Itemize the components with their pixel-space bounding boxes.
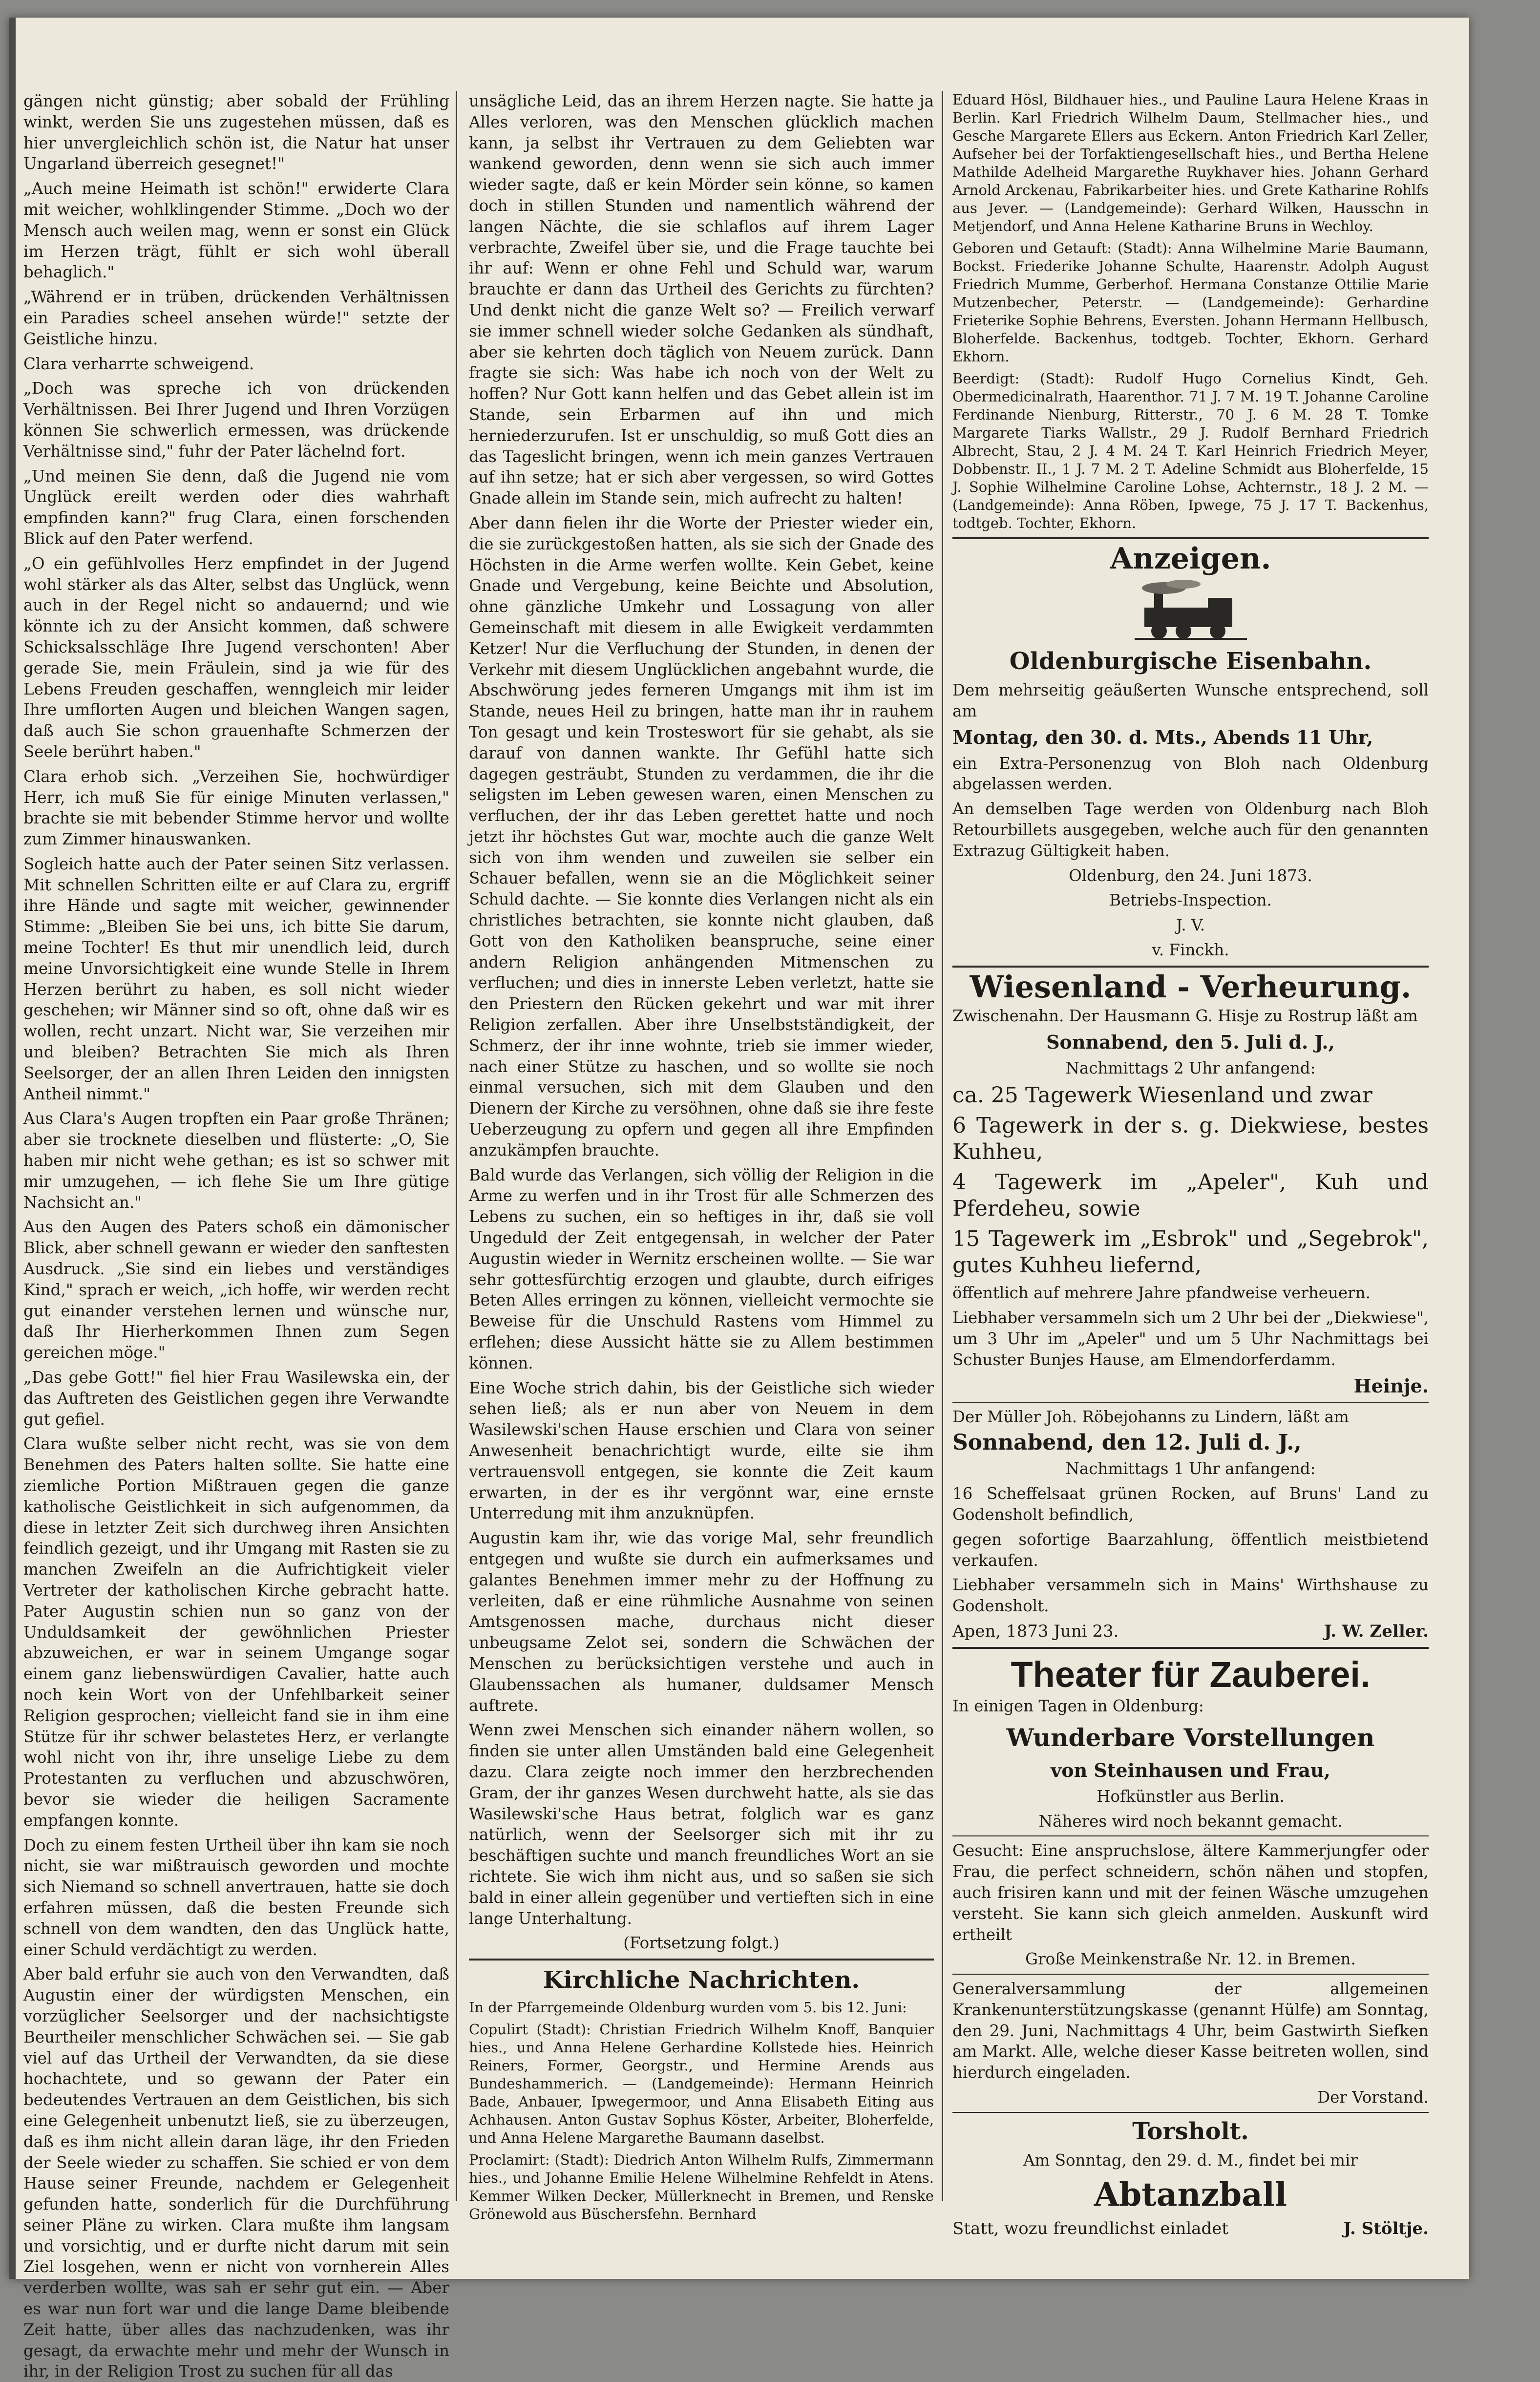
theatre-by2: Hofkünstler aus Berlin. [1097, 1787, 1285, 1806]
paragraph: „Und meinen Sie denn, daß die Jugend nie vom Unglück ereilt werden oder dies wahrhaft empfinden kann?" frug Clara, einen forschenden Blick auf den Pater werfend. [23, 466, 449, 548]
general-text: Generalversammlung der allgemeinen Krankenunterstützungskasse (genannt Hülfe) am Sonntag, den 29. Juni, Nachmittags 4 Uhr, beim Gastwirth Siefken am Markt. Alle, welche dieser Kasse beitreten wollen, sind hierdurch eingeladen. [952, 1980, 1429, 2082]
paragraph: unsägliche Leid, das an ihrem Herzen nagte. Sie hatte ja Alles verloren, was den Menschen glücklich machen kann, ja selbst ihr Vertrauen zu dem Geliebten war wankend geworden, denn wenn sie sich auch immer wieder sagte, daß er kein Mörder sein könne, so kamen doch in stillen Stunden und namentlich während der langen Nächte, die sie schlaflos auf ihrem Lager verbrachte, Zweifel über sie, und die Frage tauchte bei ihr auf: Wenn er ohne Fehl und Schuld war, warum brauchte er dann das Urtheil des Gerichts zu fürchten? Und denkt nicht die ganze Welt so? — Freilich verwarf sie immer schnell wieder solche Gedanken als sündhaft, aber sie kehrten doch täglich von Neuem zurück. Dann fragte sie sich: Was habe ich noch von der Welt zu hoffen? Nur Gott kann helfen und das Gebet allein ist im Stande, sein Erbarmen auf ihn und mich herniederzurufen. Ist er unschuldig, so muß Gott dies an das Tageslicht bringen, wenn ich mein ganzes Vertrauen auf ihn setze; hat er sich aber vergessen, so wird Gottes Gnade allein im Stande sein, mich aufrecht zu halten! [469, 92, 934, 508]
wiesen-time: Nachmittags 2 Uhr anfangend: [1065, 1058, 1316, 1077]
theatre-more: Näheres wird noch bekannt gemacht. [1038, 1812, 1343, 1831]
paragraph: Aus Clara's Augen tropften ein Paar große Thränen; aber sie trocknete dieselben und flüsterte: „O, Sie haben mir nicht wehe gethan; es ist so schwer mit mir umzugehen, — ich flehe Sie um Ihre gütige Nachsicht an." [23, 1109, 449, 1212]
separator [952, 1647, 1429, 1649]
mill-place: Apen, 1873 Juni 23. [952, 1621, 1119, 1641]
paragraph: Aus den Augen des Paters schoß ein dämonischer Blick, aber schnell gewann er wieder den sanftesten Ausdruck. „Sie sind ein liebes und verständiges Kind," sprach er weich, „ich hoffe, wir werden recht gut einander verstehen lernen und wünsche nur, daß Ihr Hierherkommen Ihnen zum Segen gereichen möge." [23, 1218, 449, 1362]
column-2 [469, 91, 934, 2223]
wiesen-text: Zwischenahn. Der Hausmann G. Hisje zu Rostrup läßt am [952, 1006, 1418, 1025]
wiesen-item: 4 Tagewerk im „Apeler", Kuh und Pferdeheu, sowie [952, 1170, 1429, 1222]
railway-sign: v. Finckh. [1152, 940, 1229, 959]
mill-date: Sonnabend, den 12. Juli d. J., [952, 1430, 1302, 1455]
paragraph: „Doch was spreche ich von drückenden Verhältnissen. Bei Ihrer Jugend und Ihren Vorzügen können Sie schwerlich ermessen, was drückende Verhältnisse sind," fuhr der Pater lächelnd fort. [23, 379, 449, 461]
separator [952, 2112, 1429, 2113]
column-3 [952, 91, 1429, 2240]
paragraph: Bald wurde das Verlangen, sich völlig der Religion in die Arme zu werfen und in ihr Trost für alle Schmerzen des Lebens zu suchen, ein so heftiges in ihr, daß sie voll Ungeduld der Zeit entgegensah, in welcher der Pater Augustin wieder in Wernitz erscheinen wollte. — Sie war sehr gottesfürchtig erzogen und glaubte, durch eifriges Beten Alles erringen zu können, vielleicht vermochte sie Beweise für die Unschuld Rastens vom Himmel zu erflehen; diese Aussicht hätte sie zu Allem bestimmen können. [469, 1165, 934, 1372]
paragraph: Eine Woche strich dahin, bis der Geistliche sich wieder sehen ließ; als er nun aber von Neuem in dem Wasilewski'schen Hause erschien und Clara von seiner Anwesenheit benachrichtigt wurde, eilte sie ihm vertrauensvoll entgegen, sie konnte die Zeit kaum erwarten, in der es ihr vergönnt war, eine ernste Unterredung mit ihm anzuknüpfen. [469, 1378, 934, 1523]
wiesen-date: Sonnabend, den 5. Juli d. J., [1046, 1031, 1335, 1053]
railway-sign: J. V. [1176, 916, 1205, 935]
separator [952, 537, 1429, 539]
church-continued: Eduard Hösl, Bildhauer hies., und Pauline Laura Helene Kraas in Berlin. Karl Friedrich Wilhelm Daum, Stellmacher hies., und Gesche Margarete Ellers aus Eckern. Anton Friedrich Karl Zeller, Aufseher bei der Torfaktiengesellschaft hies., und Bertha Helene Mathilde Adelheid Margarethe Ruykhaver hies. Johann Gerhard Arnold Arckenau, Fabrikarbeiter hies. und Grete Katharine Rohlfs aus Jever. — (Landgemeinde): Gerhard Wilken, Hausschn in Metjendorf, und Anna Helene Katharine Bruns in Wechloy. [952, 91, 1429, 234]
mill-text: Liebhaber versammeln sich in Mains' Wirthshause zu Godensholt. [952, 1576, 1429, 1616]
continued-note: (Fortsetzung folgt.) [623, 1934, 780, 1953]
church-intro: In der Pfarrgemeinde Oldenburg wurden vom 5. bis 12. Juni: [469, 1999, 907, 2016]
wiesen-item: 15 Tagewerk im „Esbrok" und „Segebrok", gutes Kuhheu liefernd, [952, 1226, 1429, 1278]
separator [952, 1835, 1429, 1836]
paragraph: Sogleich hatte auch der Pater seinen Sitz verlassen. Mit schnellen Schritten eilte er auf Clara zu, ergriff ihre Hände und sagte mit weicher, gewinnender Stimme: „Bleiben Sie bei uns, ich bitte Sie darum, meine Tochter! Es thut mir unendlich leid, durch meine Unvorsichtigkeit eine wunde Stelle in Ihrem Herzen berührt zu haben, es soll nicht wieder geschehen; wir Männer sind so oft, ohne daß wir es wollen, recht unzart. Nicht war, Sie verzeihen mir und bleiben? Betrachten Sie mich als Ihren Seelsorger, der an allen Ihren Leiden den innigsten Antheil nimmt." [23, 854, 449, 1103]
wiesen-sign: Heinje. [1353, 1374, 1429, 1397]
paragraph: Clara verharrte schweigend. [23, 354, 254, 373]
paragraph: Aber dann fielen ihr die Worte der Priester wieder ein, die sie zurückgestoßen hatten, als sie sich der Gnade des Höchsten in die Arme werfen wollte. Kein Gebet, keine Gnade und Vergebung, keine Beichte und Absolution, ohne gänzliche Umkehr und Lossagung von aller Gemeinschaft mit diesem in alle Ewigkeit verdammten Ketzer! Nur die Verfluchung der Stunden, in denen der Verkehr mit diesem Unglücklichen angebahnt wurde, die Abschwörung jedes ferneren Umgangs mit ihm ist im Stande, neues Heil zu bringen, hatte man ihr in rauhem Ton gesagt und kein Trosteswort für sie gehabt, als sie darauf von dannen wankte. Ihr Gefühl hatte sich dagegen gesträubt, Stunden zu verdammen, die ihr die seligsten im Leben gewesen waren, einen Menschen zu verfluchen, der ihr das Leben gerettet hatte und noch jetzt ihr höchstes Gut war, mochte auch die ganze Welt sich von ihm wenden und zuweilen sie selber ein Schauer befallen, wenn sie an die Möglichkeit seiner Schuld dachte. — Sie konnte dies Verlangen nicht als ein christliches betrachten, sie konnte nicht glauben, daß Gott von den Katholiken beanspruche, seine einer andern Religion anhängenden Mitmenschen zu verfluchen; und dies in innerste Leben verletzt, hatte sie den Priestern den Rücken gekehrt und war mit ihrer Religion zerfallen. Aber ihre Unselbstständigkeit, der Schmerz, der ihr inne wohnte, trieb sie immer wieder, nach einer Stütze zu haschen, und so wollte sie noch einmal versuchen, sich mit dem Glauben und den Dienern der Kirche zu versöhnen, ohne daß sie ihre feste Ueberzeugung zu opfern und gegen all ihre Empfinden anzukämpfen brauchte. [469, 513, 934, 1159]
paragraph: „O ein gefühlvolles Herz empfindet in der Jugend wohl stärker als das Alter, selbst das Unglück, wenn auch in der Regel nicht so andauernd; und wie könnte ich zu der Ansicht kommen, daß schwere Schicksalsschläge Ihre Jugend verschonten! Aber gerade Sie, mein Fräulein, sind ja wie für des Lebens Freuden geschaffen, wenngleich mir leider Ihre umflorten Augen und bleichen Wangen sagen, daß auch Sie schon grauenhafte Schmerzen der Seele berührt haben." [23, 554, 449, 761]
mill-sign: J. W. Zeller. [1324, 1621, 1429, 1641]
torsholt-text: Am Sonntag, den 29. d. M., findet bei mir [1023, 2150, 1358, 2170]
mill-text: Der Müller Joh. Röbejohanns zu Lindern, läßt am [952, 1407, 1349, 1426]
paragraph: gängen nicht günstig; aber sobald der Frühling winkt, werden Sie uns zugestehen müssen, daß es hier unvergleichlich schön ist, die Natur hat unser Ungarland überreich gesegnet!" [23, 92, 449, 173]
mill-time: Nachmittags 1 Uhr anfangend: [1065, 1459, 1316, 1478]
wiesen-text: Liebhaber versammeln sich um 2 Uhr bei der „Diekwiese", um 3 Uhr im „Apeler" und um 5 Uhr Nachmittags bei Schuster Bunjes Hause, am Elmendorferdamm. [952, 1308, 1429, 1369]
paragraph: Clara wußte selber nicht recht, was sie von dem Benehmen des Paters halten sollte. Sie hatte eine ziemliche Portion Mißtrauen gegen die ganze katholische Geistlichkeit in sich aufgenommen, da diese in letzter Zeit sich durchweg ihren Ansichten feindlich gezeigt, und ihr Umgang mit Rasten sie zu manchen Zweifeln an die Aufrichtigkeit vieler Vertreter der katholischen Kirche gebracht hatte. Pater Augustin schien nun so ganz von der Unduldsamkeit der gewöhnlichen Priester abzuweichen, er war in seinem Umgange sogar einem ganz liebenswürdigen Cavalier, hatte auch noch kein Wort von der Unfehlbarkeit seiner Religion gesprochen; vielleicht fand sie in ihm eine Stütze für ihr schwer belastetes Herz, er verlangte wohl nicht von ihr, ihre unselige Liebe zu dem Protestanten zu verfluchen und abzuschwören, bevor sie wieder die heiligen Sacramente empfangen konnte. [23, 1434, 449, 1830]
separator [469, 1959, 934, 1960]
paragraph: „Das gebe Gott!" fiel hier Frau Wasilewska ein, der das Auftreten des Geistlichen gegen ihre Verwandte gut gefiel. [23, 1368, 449, 1429]
railway-text: Dem mehrseitig geäußerten Wunsche entsprechend, soll am [952, 681, 1429, 720]
torsholt-text2: Statt, wozu freundlichst einladet [952, 2218, 1229, 2238]
theatre-headline: Wunderbare Vorstellungen [1006, 1723, 1375, 1752]
mill-text: 16 Scheffelsaat grünen Rocken, auf Bruns' Land zu Godensholt befindlich, [952, 1484, 1429, 1524]
newspaper-page [9, 18, 1469, 2381]
theatre-text: In einigen Tagen in Oldenburg: [952, 1696, 1204, 1715]
paragraph: Aber bald erfuhr sie auch von den Verwandten, daß Augustin einer der würdigsten Menschen, ein vorzüglicher Seelsorger und der nachsichtigste Beurtheiler menschlicher Schwächen sei. — Sie gab viel auf das Urtheil der Verwandten, da sie diese hochachtete, und so gewann der Pater ein bedeutendes Vertrauen an dem Geistlichen, bis sich eine Gelegenheit unbenutzt ließ, sie zu überzeugen, daß es ihm nicht allein daran läge, ihr den Frieden der Seele wieder zu schaffen. Sie schied er von dem Hause seiner Freunde, nachdem er Gelegenheit gefunden hatte, sonderlich für die Durchführung seiner Pläne zu wirken. Clara mußte ihm langsam und vorsichtig, und er durfte nicht darum mit sein Ziel losgehen, wenn er nicht von vornherein Alles verderben wollte, was sah er sehr gut ein. — Aber es war nun fort war und die lange Dame bleibende Zeit hatte, über alles das nachzudenken, was ihr gesagt, da erwachte mehr und mehr der Wunsch in ihr, in der Religion Trost zu suchen für all das [23, 1965, 449, 2381]
railway-title: Oldenburgische Eisenbahn. [1009, 648, 1372, 675]
railway-text: An demselben Tage werden von Oldenburg nach Bloh Retourbillets ausgegeben, welche auch für den genannten Extrazug Gültigkeit haben. [952, 800, 1429, 860]
theatre-title: Theater für Zauberei. [1011, 1654, 1371, 1695]
paragraph: „Auch meine Heimath ist schön!" erwiderte Clara mit weicher, wohlklingender Stimme. „Doch wo der Mensch auch weilen mag, wenn er sonst ein Glück im Herzen trägt, fühlt er sich wohl überall behaglich." [23, 179, 449, 282]
church-copulirt: Copulirt (Stadt): Christian Friedrich Wilhelm Knoff, Banquier hies., und Anna Helene Gerhardine Kollstede hies. Heinrich Reiners, Former, Georgstr., und Hermine Arends aus Bundeshammerich. — (Landgemeinde): Hermann Heinrich Bade, Anbauer, Ipwegermoor, und Anna Elisabeth Eiting aus Achhausen. Anton Gustav Sophus Köster, Arbeiter, Bloherfelde, und Anna Helene Margarethe Baumann daselbst. [469, 2021, 934, 2147]
torsholt-footer [952, 2218, 1429, 2239]
column-1 [23, 91, 449, 2381]
gesucht-address: Große Meinkenstraße Nr. 12. in Bremen. [1025, 1950, 1356, 1969]
separator [952, 1402, 1429, 1403]
paragraph: Doch zu einem festen Urtheil über ihn kam sie noch nicht, sie war mißtrauisch geworden und mochte sich Niemand so schnell anvertrauen, hatte sie doch erfahren müssen, daß die besten Freunde sich schnell von dem wandten, den das Unglück hatte, einer Schuld verdächtigt zu werden. [23, 1835, 449, 1959]
wiesen-item: ca. 25 Tagewerk Wiesenland und zwar [952, 1083, 1372, 1108]
railway-sign: Betriebs-Inspection. [1109, 891, 1272, 910]
paragraph: Augustin kam ihr, wie das vorige Mal, sehr freundlich entgegen und wußte sie durch ein aufmerksames und galantes Benehmen immer mehr zu der Hoffnung zu verleiten, daß er eine rühmliche Ausnahme von seinen Amtsgenossen mache, durchaus nicht dieser unbeugsame Zelot sei, sondern die Schwächen der Menschen zu berücksichtigen verstehe und auch in Glaubenssachen als humaner, duldsamer Mensch auftrete. [469, 1529, 934, 1715]
church-proclamirt: Proclamirt: (Stadt): Diedrich Anton Wilhelm Rulfs, Zimmermann hies., und Johanne Emilie Helene Wilhelmine Rehfeldt in Atens. Kemmer Wilken Decker, Müllerknecht in Bremen, und Renske Grönewold aus Büschersfehn. Bernhard [469, 2151, 934, 2223]
torsholt-title: Torsholt. [1132, 2117, 1249, 2145]
wiesen-text: öffentlich auf mehrere Jahre pfandweise verheuern. [952, 1284, 1371, 1303]
mill-footer [952, 1621, 1429, 1642]
railway-date: Montag, den 30. d. Mts., Abends 11 Uhr, [952, 726, 1373, 748]
railway-text: ein Extra-Personenzug von Bloh nach Oldenburg abgelassen werden. [952, 754, 1429, 794]
railway-place: Oldenburg, den 24. Juni 1873. [1069, 866, 1312, 885]
locomotive-icon [1135, 578, 1247, 642]
torsholt-headline: Abtanzball [1094, 2175, 1287, 2213]
separator [952, 966, 1429, 968]
paragraph: Wenn zwei Menschen sich einander nähern wollen, so finden sie unter allen Umständen bald eine Gelegenheit dazu. Clara zeigte noch immer den herzbrechenden Gram, der ihr ganzes Wesen durchweht hatte, als sie das Wasilewski'sche Haus betrat, folglich war es ganz natürlich, wenn der Seelsorger sich mit ihr zu beschäftigen suchte und manch freundliches Wort an sie richtete. Sie wich ihm nicht aus, und so saßen sie sich bald in einer allein gegenüber und vertieften sich in eine lange Unterhaltung. [469, 1721, 934, 1928]
ads-header: Anzeigen. [1110, 542, 1271, 576]
separator [952, 1974, 1429, 1975]
wiesen-title: Wiesenland - Verheurung. [970, 969, 1412, 1005]
paragraph: Clara erhob sich. „Verzeihen Sie, hochwürdiger Herr, ich muß Sie für einige Minuten verlassen," brachte sie mit bebender Stimme hervor und wollte zum Zimmer hinauswanken. [23, 767, 449, 849]
column-divider [942, 91, 943, 2201]
page-edge [9, 18, 16, 2279]
church-beerdigt: Beerdigt: (Stadt): Rudolf Hugo Cornelius Kindt, Geh. Obermedicinalrath, Haarenthor. 71 J. 7 M. 19 T. Johanne Caroline Ferdinande Nienburg, Ritterstr., 70 J. 6 M. 28 T. Tomke Margarete Tiarks Wallstr., 29 J. Rudolf Bernhard Friedrich Albrecht, Stau, 2 J. 4 M. 24 T. Karl Heinrich Friedrich Meyer, Dobbenstr. II., 1 J. 7 M. 2 T. Adeline Schmidt aus Bloherfelde, 15 J. Sophie Wilhelmine Caroline Lohse, Achternstr., 18 J. 2 M. — (Landgemeinde): Anna Röben, Ipwege, 75 J. 17 T. Backenhus, todtgeb. Tochter, Ekhorn. [952, 370, 1429, 531]
church-geboren: Geboren und Getauft: (Stadt): Anna Wilhelmine Marie Baumann, Bockst. Friederike Johanne Schulte, Haarenstr. Adolph August Friedrich Mumme, Gerberhof. Hermana Constanze Ottilie Marie Mutzenbecher, Peterstr. — (Landgemeinde): Gerhardine Frieterike Sophie Behrens, Eversten. Johann Hermann Hellbusch, Bloherfelde. Backenhus, todtgeb. Tochter, Ekhorn. Gerhard Ekhorn. [952, 240, 1429, 365]
paragraph: „Während er in trüben, drückenden Verhältnissen ein Paradies scheel ansehen würde!" setzte der Geistliche hinzu. [23, 288, 449, 348]
church-news-title: Kirchliche Nachrichten. [543, 1966, 860, 1994]
general-sign: Der Vorstand. [1317, 2088, 1429, 2107]
mill-text: gegen sofortige Baarzahlung, öffentlich meistbietend verkaufen. [952, 1530, 1429, 1570]
wiesen-item: 6 Tagewerk in der s. g. Diekwiese, bestes Kuhheu, [952, 1113, 1429, 1165]
gesucht-text: Gesucht: Eine anspruchslose, ältere Kammerjungfer oder Frau, die perfect schneidern, schön nähen und stopfen, auch frisiren kann und mit der feinen Wäsche umzugehen versteht. Sie kann sich gleich anmelden. Auskunft wird ertheilt [952, 1841, 1429, 1944]
theatre-by: von Steinhausen und Frau, [1051, 1759, 1330, 1781]
torsholt-sign: J. Stöltje. [1343, 2218, 1429, 2238]
column-divider [456, 91, 457, 2201]
